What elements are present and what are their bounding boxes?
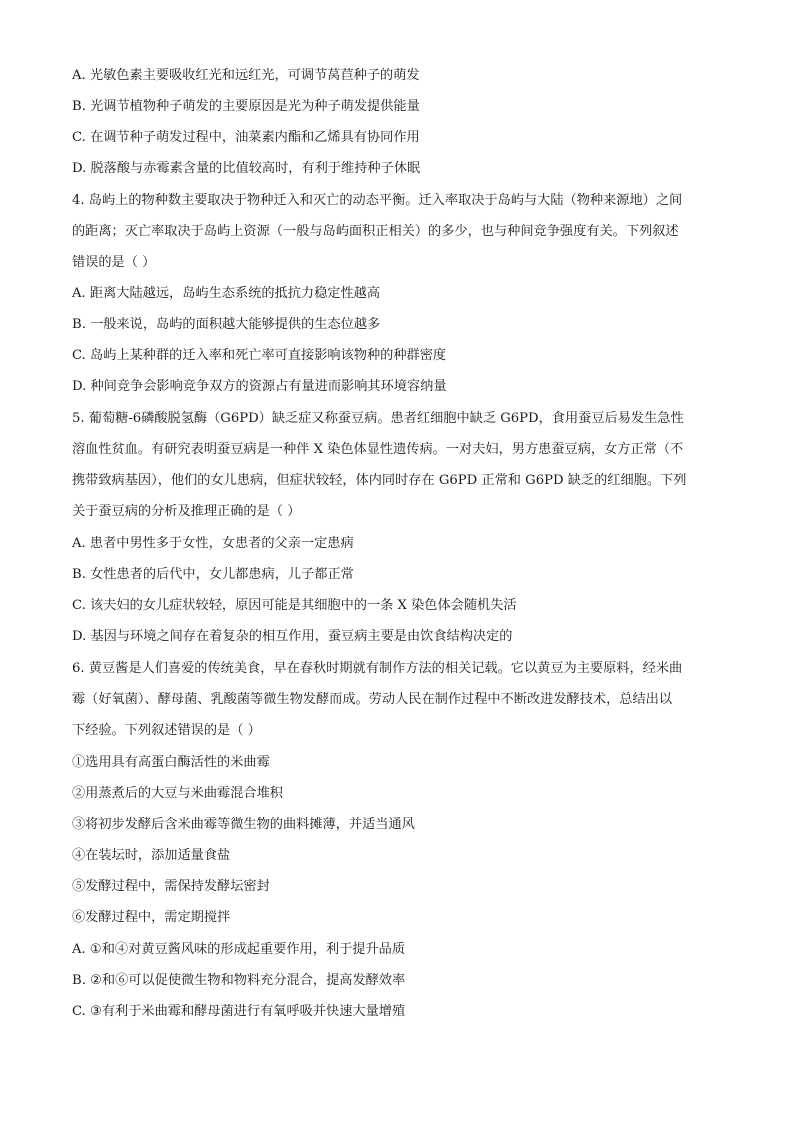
q6-option-a: A. ①和④对黄豆酱风味的形成起重要作用，利于提升品质 <box>72 942 406 957</box>
q6-stem-line-3: 下经验。下列叙述错误的是（ ） <box>72 723 261 738</box>
q5-stem-line-1: 5. 葡萄糖-6磷酸脱氢酶（G6PD）缺乏症又称蚕豆病。患者红细胞中缺乏 G6PD，食用蚕豆后易发生急性 <box>72 411 684 426</box>
q6-item-3: ③将初步发酵后含米曲霉等微生物的曲料摊薄，并适当通风 <box>72 817 415 832</box>
q6-stem-line-2: 霉（好氧菌）、酵母菌、乳酸菌等微生物发酵而成。劳动人民在制作过程中不断改进发酵技术，总结出以 <box>72 692 673 707</box>
q6-item-2: ②用蒸煮后的大豆与米曲霉混合堆积 <box>72 786 283 801</box>
q5-stem-line-4: 关于蚕豆病的分析及推理正确的是（ ） <box>72 504 301 519</box>
q4-option-d: D. 种间竞争会影响竞争双方的资源占有量进而影响其环境容纳量 <box>72 379 447 394</box>
q5-option-b: B. 女性患者的后代中，女儿都患病，儿子都正常 <box>72 567 354 582</box>
q4-option-a: A. 距离大陆越远，岛屿生态系统的抵抗力稳定性越高 <box>72 286 381 301</box>
q4-stem-line-2: 的距离；灭亡率取决于岛屿上资源（一般与岛屿面积正相关）的多少，也与种间竞争强度有关。下列叙述 <box>72 224 679 239</box>
q6-item-5: ⑤发酵过程中，需保持发酵坛密封 <box>72 879 270 894</box>
q5-option-d: D. 基因与环境之间存在着复杂的相互作用，蚕豆病主要是由饮食结构决定的 <box>72 629 513 644</box>
q5-option-c: C. 该夫妇的女儿症状较轻，原因可能是其细胞中的一条 X 染色体会随机失活 <box>72 598 517 613</box>
q3-option-a: A. 光敏色素主要吸收红光和远红光，可调节莴苣种子的萌发 <box>72 68 420 83</box>
q4-option-b: B. 一般来说，岛屿的面积越大能够提供的生态位越多 <box>72 317 381 332</box>
q4-option-c: C. 岛屿上某种群的迁入率和死亡率可直接影响该物种的种群密度 <box>72 348 447 363</box>
q6-option-c: C. ③有利于米曲霉和酵母菌进行有氧呼吸并快速大量增殖 <box>72 1004 406 1019</box>
q6-item-4: ④在装坛时，添加适量食盐 <box>72 848 231 863</box>
q5-stem-line-3: 携带致病基因），他们的女儿患病，但症状较轻，体内同时存在 G6PD 正常和 G6PD 缺乏的红细胞。下列 <box>72 473 687 488</box>
q6-item-6: ⑥发酵过程中，需定期搅拌 <box>72 910 231 925</box>
q6-stem-line-1: 6. 黄豆酱是人们喜爱的传统美食，早在春秋时期就有制作方法的相关记载。它以黄豆为主要原料，经米曲 <box>72 661 683 676</box>
q3-option-d: D. 脱落酸与赤霉素含量的比值较高时，有利于维持种子休眠 <box>72 161 421 176</box>
q4-stem-line-1: 4. 岛屿上的物种数主要取决于物种迁入和灭亡的动态平衡。迁入率取决于岛屿与大陆（物种来源地）之间 <box>72 193 683 208</box>
q5-option-a: A. 患者中男性多于女性，女患者的父亲一定患病 <box>72 536 354 551</box>
q6-option-b: B. ②和⑥可以促使微生物和物料充分混合，提高发酵效率 <box>72 973 406 988</box>
q6-item-1: ①选用具有高蛋白酶活性的米曲霉 <box>72 755 270 770</box>
q4-stem-line-3: 错误的是（ ） <box>72 255 156 270</box>
q3-option-b: B. 光调节植物种子萌发的主要原因是光为种子萌发提供能量 <box>72 99 420 114</box>
q3-option-c: C. 在调节种子萌发过程中，油菜素内酯和乙烯具有协同作用 <box>72 130 420 145</box>
q5-stem-line-2: 溶血性贫血。有研究表明蚕豆病是一种伴 X 染色体显性遗传病。一对夫妇，男方患蚕豆病，女方正常（不 <box>72 442 684 457</box>
